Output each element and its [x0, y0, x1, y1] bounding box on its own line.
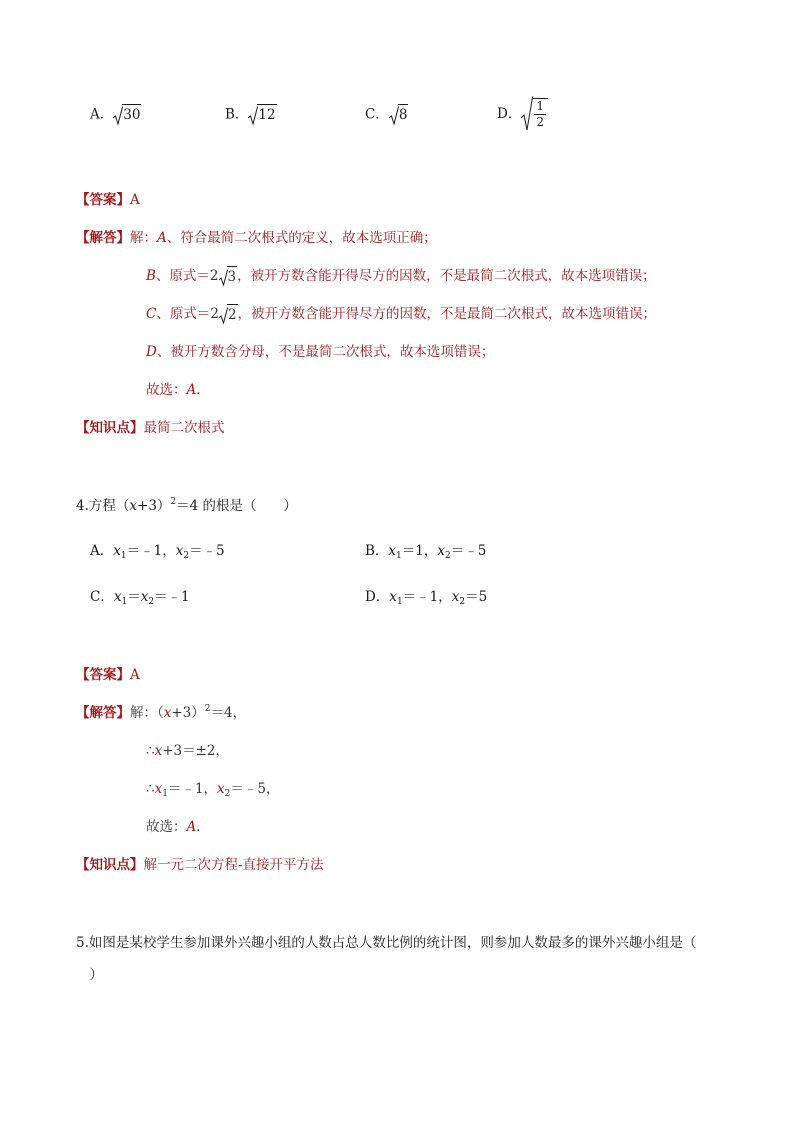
q3-solution-line3: C、原式＝2 2，被开方数含能开得尽方的因数，不是最简二次根式，故本选项错误； — [146, 306, 657, 323]
q3-option-d: D． $\frac{1}{2}$ — [497, 96, 548, 132]
q4-option-b: B．$x_1=1$，$x_2=﹣5$ — [365, 543, 487, 561]
sqrt-30: 30 — [113, 104, 141, 126]
q4-option-a: A．$x_1=﹣1$，$x_2=﹣5$ — [90, 543, 225, 561]
q3-answer: 【答案】A — [76, 192, 140, 208]
sqrt-half: $\frac{1}{2}$ — [521, 96, 548, 132]
q4-knowledge: 【知识点】解一元二次方程-直接开平方法 — [76, 857, 324, 873]
q4-solution-line2: ∴x+3＝±2， — [146, 743, 230, 759]
q3-knowledge: 【知识点】最简二次根式 — [76, 420, 225, 436]
sqrt-3: 3 — [219, 266, 238, 287]
q3-option-c: C． 8 — [365, 104, 408, 126]
q3-solution-line1: 【解答】解：A、符合最简二次根式的定义，故本选项正确； — [76, 230, 437, 246]
q4-stem: 4.方程$(x+3)^2=4$ 的根是（ ） — [76, 497, 298, 514]
q5-stem-line1: 5.如图是某校学生参加课外兴趣小组的人数占总人数比例的统计图，则参加人数最多的课外兴趣小组是（ — [76, 935, 697, 951]
q4-option-d: D．$x_1=﹣1$，$x_2=5$ — [365, 589, 488, 607]
q3-solution-line4: D、被开方数含分母，不是最简二次根式，故本选项错误； — [146, 344, 495, 360]
q4-solution-line1: 【解答】解：$(x+3)^2=4$， — [76, 704, 247, 721]
sqrt-12: 12 — [248, 104, 276, 126]
sqrt-2: 2 — [219, 304, 238, 325]
q3-solution-line5: 故选：A． — [146, 382, 210, 398]
q3-option-a: A． 30 — [90, 104, 141, 126]
sqrt-8: 8 — [389, 104, 409, 126]
q5-stem-line2: ） — [76, 967, 103, 983]
q4-solution-line4: 故选：A． — [146, 819, 210, 835]
q4-solution-line3: $\therefore x_1=﹣1$，$x_2=﹣5$， — [146, 781, 280, 799]
q3-solution-line2: B、原式＝2 3，被开方数含能开得尽方的因数，不是最简二次根式，故本选项错误； — [146, 268, 656, 285]
q4-option-c: C．$x_1=x_2=﹣1$ — [90, 589, 190, 607]
q4-answer: 【答案】A — [76, 667, 140, 683]
q3-option-b: B． 12 — [225, 104, 277, 126]
